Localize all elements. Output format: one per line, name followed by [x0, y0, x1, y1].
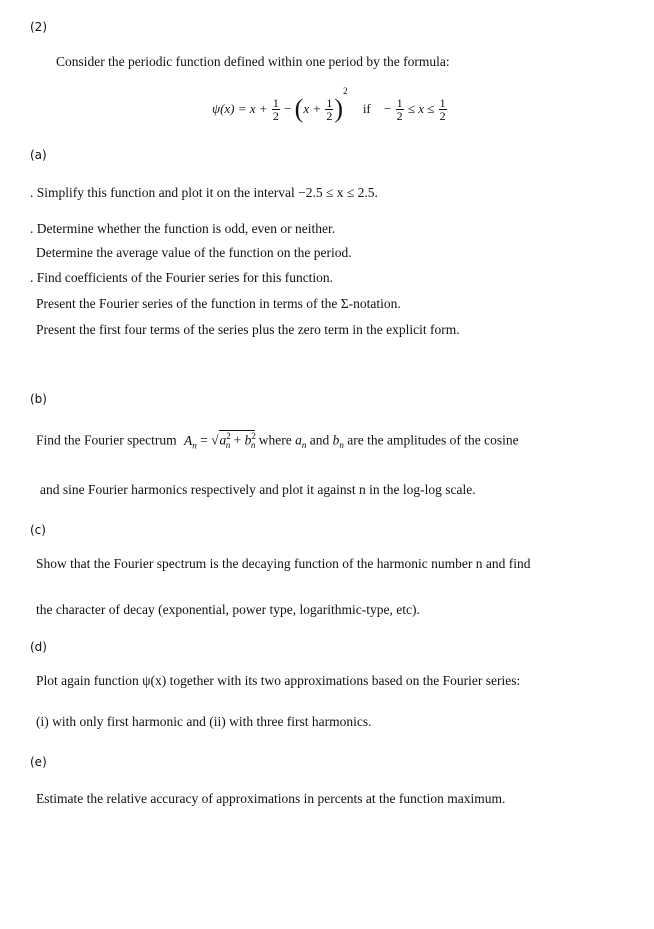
part-a-line-3: Determine the average value of the function on the period. [36, 245, 352, 260]
right-paren: ) [334, 94, 344, 124]
formula-cond-mid: ≤ x ≤ [407, 101, 435, 117]
part-c-line-1: Show that the Fourier spectrum is the decaying function of the harmonic number n and find [36, 556, 531, 571]
part-b-line-1: Find the Fourier spectrum $A_n = √a^2_n + b^2_n$ where $a_n$ and $b_n$ are the amplitudes of the cosine [36, 431, 519, 451]
part-a-label: (a) [30, 148, 47, 162]
formula-power: 2 [343, 86, 348, 96]
part-e-line-1: Estimate the relative accuracy of approximations in percents at the function maximum. [36, 791, 506, 806]
spectrum-symbol: $A_n$ [183, 432, 197, 451]
formula [212, 86, 448, 126]
sqrt-radicand: $a^2_n + b^2_n$ [219, 431, 256, 451]
part-d-label: (d) [30, 640, 47, 654]
part-a-line-5: Present the Fourier series of the function in terms of the Σ-notation. [36, 296, 401, 311]
part-a-line-1: . Simplify this function and plot it on the interval −2.5 ≤ x ≤ 2.5. [30, 185, 378, 200]
part-b-label: (b) [30, 392, 47, 406]
formula-if: if [362, 101, 371, 117]
intro-text: Consider the periodic function defined within one period by the formula: [56, 54, 450, 69]
problem-number: (2) [30, 20, 47, 34]
part-e-label: (e) [30, 755, 47, 769]
formula-frac-2: $\frac{1}{2}$ [326, 95, 333, 123]
formula-lhs: ψ(x) = x + [212, 101, 268, 117]
part-c-label: (c) [30, 523, 46, 537]
formula-frac-4: $\frac{1}{2}$ [439, 95, 446, 123]
part-a-line-2: . Determine whether the function is odd, even or neither. [30, 221, 336, 236]
part-d-line-1: Plot again function ψ(x) together with its two approximations based on the Fourier series: [36, 673, 521, 688]
formula-x-plus: x + [303, 101, 322, 117]
formula-cond-minus: − [384, 101, 392, 117]
part-c-line-2: the character of decay (exponential, power type, logarithmic-type, etc). [36, 602, 420, 617]
left-paren: ( [294, 94, 304, 124]
part-a-line-6: Present the first four terms of the series plus the zero term in the explicit form. [36, 322, 460, 337]
part-b-line-2: and sine Fourier harmonics respectively and plot it against n in the log-log scale. [40, 482, 476, 497]
part-d-line-2: (i) with only first harmonic and (ii) with three first harmonics. [36, 714, 372, 729]
formula-minus: − [284, 101, 292, 117]
part-a-line-4: . Find coefficients of the Fourier series for this function. [30, 270, 334, 285]
formula-frac-1: $\frac{1}{2}$ [272, 95, 279, 123]
formula-frac-3: $\frac{1}{2}$ [396, 95, 403, 123]
